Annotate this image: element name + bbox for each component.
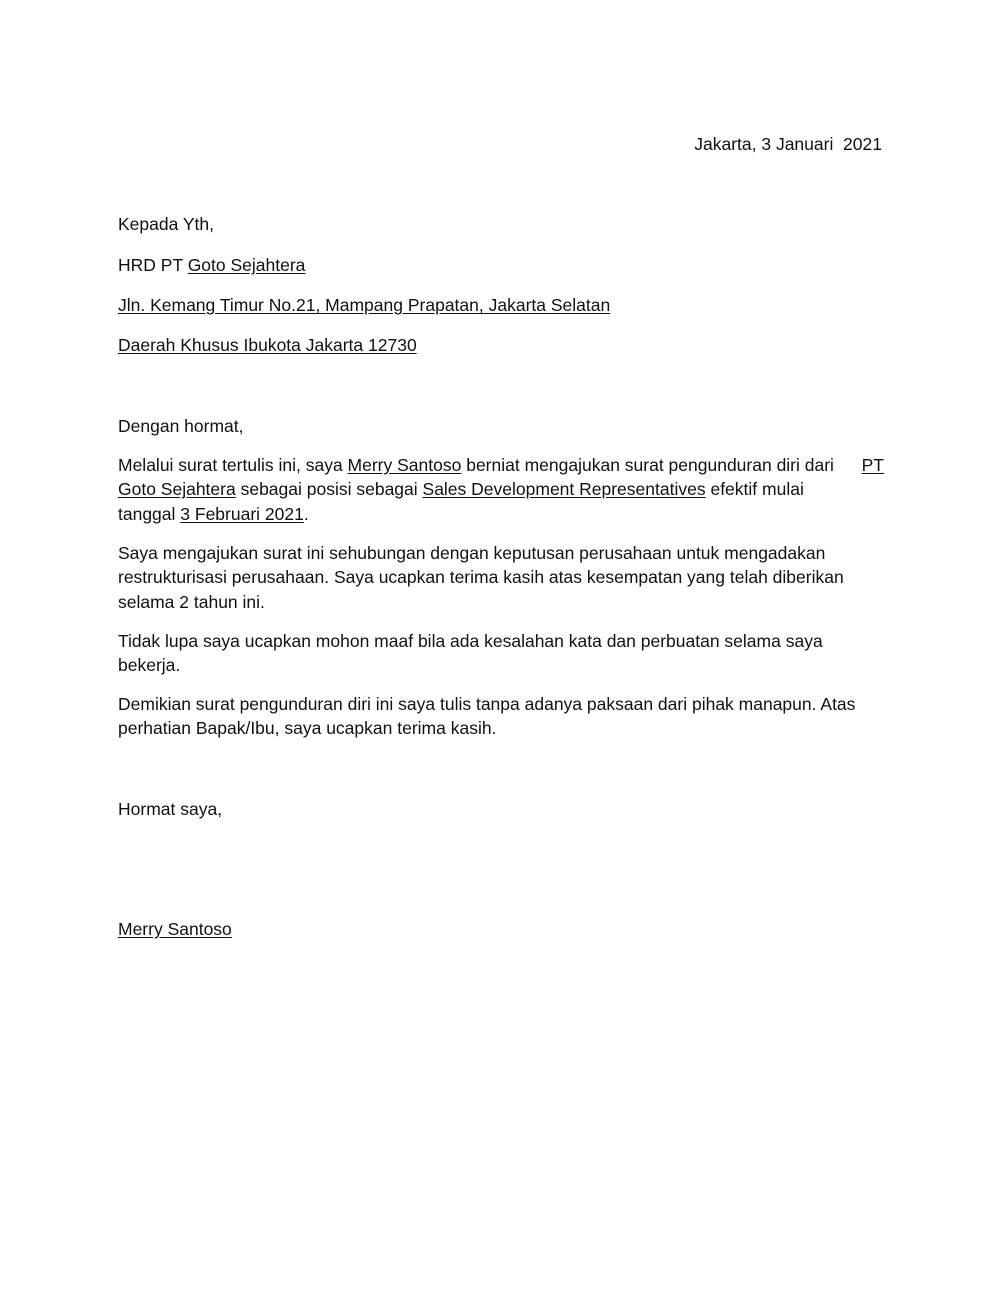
p1-effective-date: 3 Februari 2021 — [180, 503, 304, 524]
paragraph-1-line-3 — [118, 502, 884, 526]
p1-text-1: Melalui surat tertulis ini, saya — [118, 455, 348, 475]
recipient-company-line — [118, 253, 305, 277]
paragraph-1-line-1 — [118, 453, 884, 477]
paragraph-4: Demikian surat pengunduran diri ini saya tulis tanpa adanya paksaan dari pihak manapun. Atas perhatian Bapak/Ibu, saya ucapkan terima kasih. — [118, 694, 856, 739]
hrd-prefix: HRD PT — [118, 255, 188, 275]
recipient-company: Goto Sejahtera — [187, 255, 306, 275]
recipient-address-line2: Daerah Khusus Ibukota Jakarta 12730 — [118, 335, 417, 355]
paragraph-1-line-2 — [118, 477, 884, 501]
p1-text-5: tanggal — [118, 503, 181, 524]
paragraph-1 — [118, 453, 884, 526]
p1-text-6: . — [303, 503, 309, 524]
p1-text-2: berniat mengajukan surat pengunduran diri dari — [461, 455, 834, 475]
recipient-salutation: Kepada Yth, — [118, 214, 215, 234]
paragraph-2: Saya mengajukan surat ini sehubungan dengan keputusan perusahaan untuk mengadakan restrukturisasi perusahaan. Saya ucapkan terima kasih atas kesempatan yang telah diberikan selama 2 tahun ini. — [118, 543, 844, 612]
signature-name: Merry Santoso — [118, 919, 232, 939]
letter-date: Jakarta, 3 Januari 2021 — [694, 134, 882, 154]
p1-pt: PT — [861, 455, 884, 475]
p1-position: Sales Development Representatives — [422, 479, 706, 500]
recipient-address-line1: Jln. Kemang Timur No.21, Mampang Prapatan, Jakarta Selatan — [118, 295, 611, 315]
closing: Hormat saya, — [118, 799, 223, 819]
p1-employee-name: Merry Santoso — [347, 455, 462, 475]
p1-text-3: sebagai posisi sebagai — [235, 479, 423, 500]
p1-text-4: efektif mulai — [705, 479, 804, 500]
paragraph-3: Tidak lupa saya ucapkan mohon maaf bila ada kesalahan kata dan perbuatan selama saya bekerja. — [118, 631, 823, 676]
greeting: Dengan hormat, — [118, 416, 244, 436]
p1-company: Goto Sejahtera — [118, 479, 236, 500]
